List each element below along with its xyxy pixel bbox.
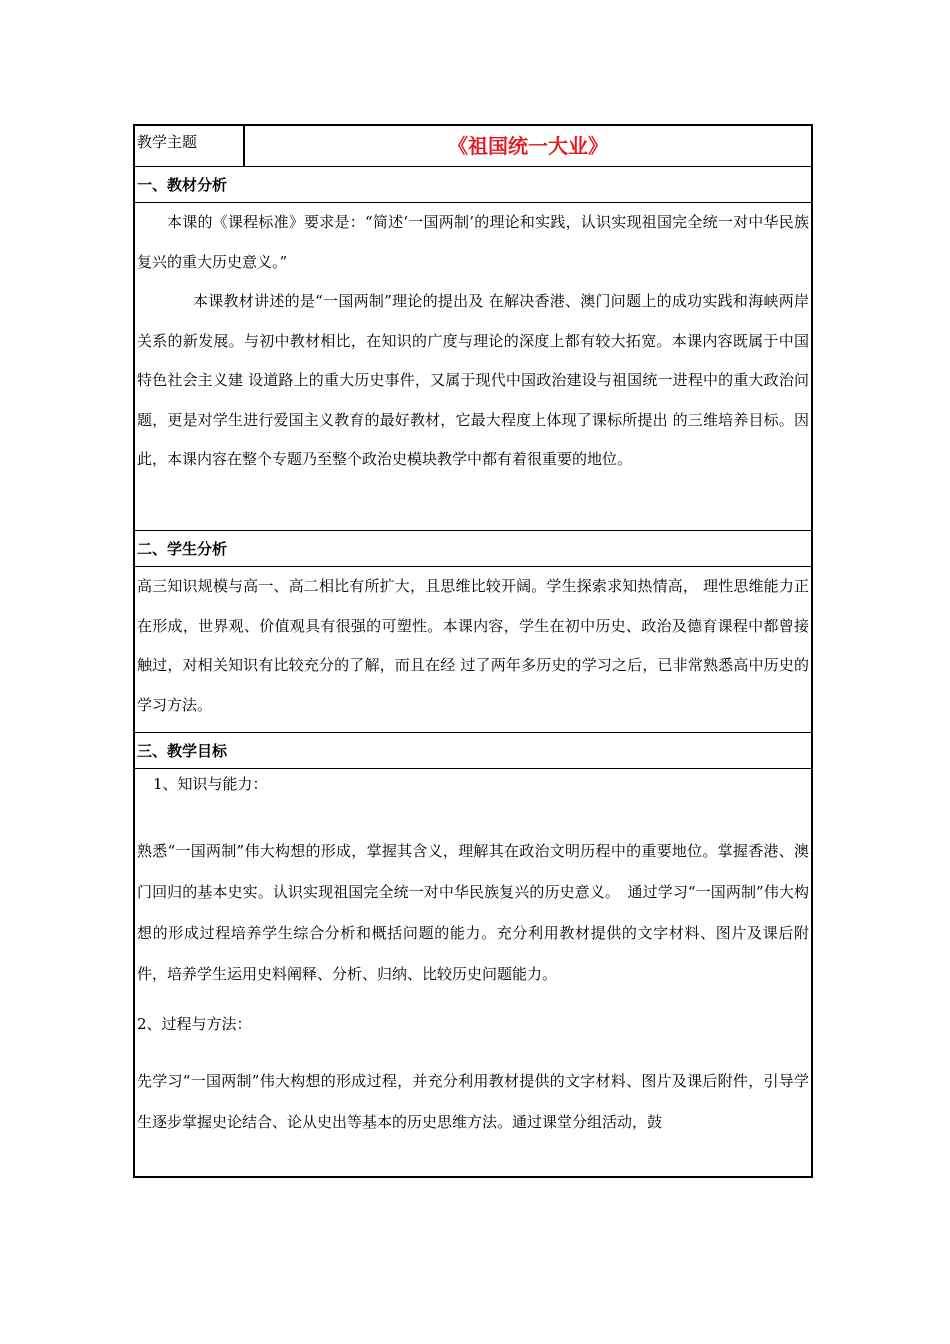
teaching-goals-heading: 三、教学目标 — [135, 732, 811, 768]
goal-1-text: 熟悉“一国两制”伟大构想的形成，掌握其含义，理解其在政治文明历程中的重要地位。掌握香港、澳门回归的基本史实。认识实现祖国完全统一对中华民族复兴的历史意义。 通过学习“一国两制”伟大构想的形成过程培养学生综合分析和概括问题的能力。充分利用教材提供的文字材料、图片及课后附件，培养学生运用史料阐释、分析、归纳、比较历史问题能力。 — [137, 842, 809, 983]
student-paragraph: 高三知识规模与高一、高二相比有所扩大，且思维比较开阔。学生探索求知热情高， 理性思维能力正在形成，世界观、价值观具有很强的可塑性。本课内容，学生在初中历史、政治及德育课程中都曾接触过，对相关知识有比较充分的了解，而且在经 过了两年多历史的学习之后，已非常熟悉高中历史的学习方法。 — [137, 577, 809, 714]
material-paragraph-2: 本课教材讲述的是“一国两制”理论的提出及 在解决香港、澳门问题上的成功实践和海峡两岸关系的新发展。与初中教材相比，在知识的广度与理论的深度上都有较大拓宽。本课内容既属于中国特色社会主义建 设道路上的重大历史事件，又属于现代中国政治建设与祖国统一进程中的重大政治问题，更是对学生进行爱国主义教育的最好教材，它最大程度上体现了课标所提出 的三维培养目标。因此，本课内容在整个专题乃至整个政治史模块教学中都有着很重要的地位。 — [137, 292, 809, 468]
goal-1-title: 1、知识与能力： — [153, 775, 268, 793]
teaching-goals-content — [135, 768, 811, 1176]
goal-2-text: 先学习“一国两制”伟大构想的形成过程，并充分利用教材提供的文字材料、图片及课后附件，引导学生逐步掌握史论结合、论从史出等基本的历史思维方法。通过课堂分组活动，鼓 — [137, 1072, 809, 1131]
student-analysis-heading: 二、学生分析 — [135, 530, 811, 566]
lesson-plan-table — [133, 124, 813, 1178]
goal-2-title: 2、过程与方法： — [137, 1015, 252, 1033]
topic-label: 教学主题 — [135, 126, 245, 166]
material-paragraph-1: 本课的《课程标准》要求是：“简述‘一国两制’的理论和实践，认识实现祖国完全统一对中华民族复兴的重大历史意义。” — [137, 213, 809, 271]
student-analysis-content — [135, 566, 811, 732]
material-analysis-heading: 一、教材分析 — [135, 166, 811, 202]
topic-title: 《祖国统一大业》 — [448, 134, 608, 158]
material-analysis-content — [135, 202, 811, 530]
topic-row — [135, 126, 811, 166]
